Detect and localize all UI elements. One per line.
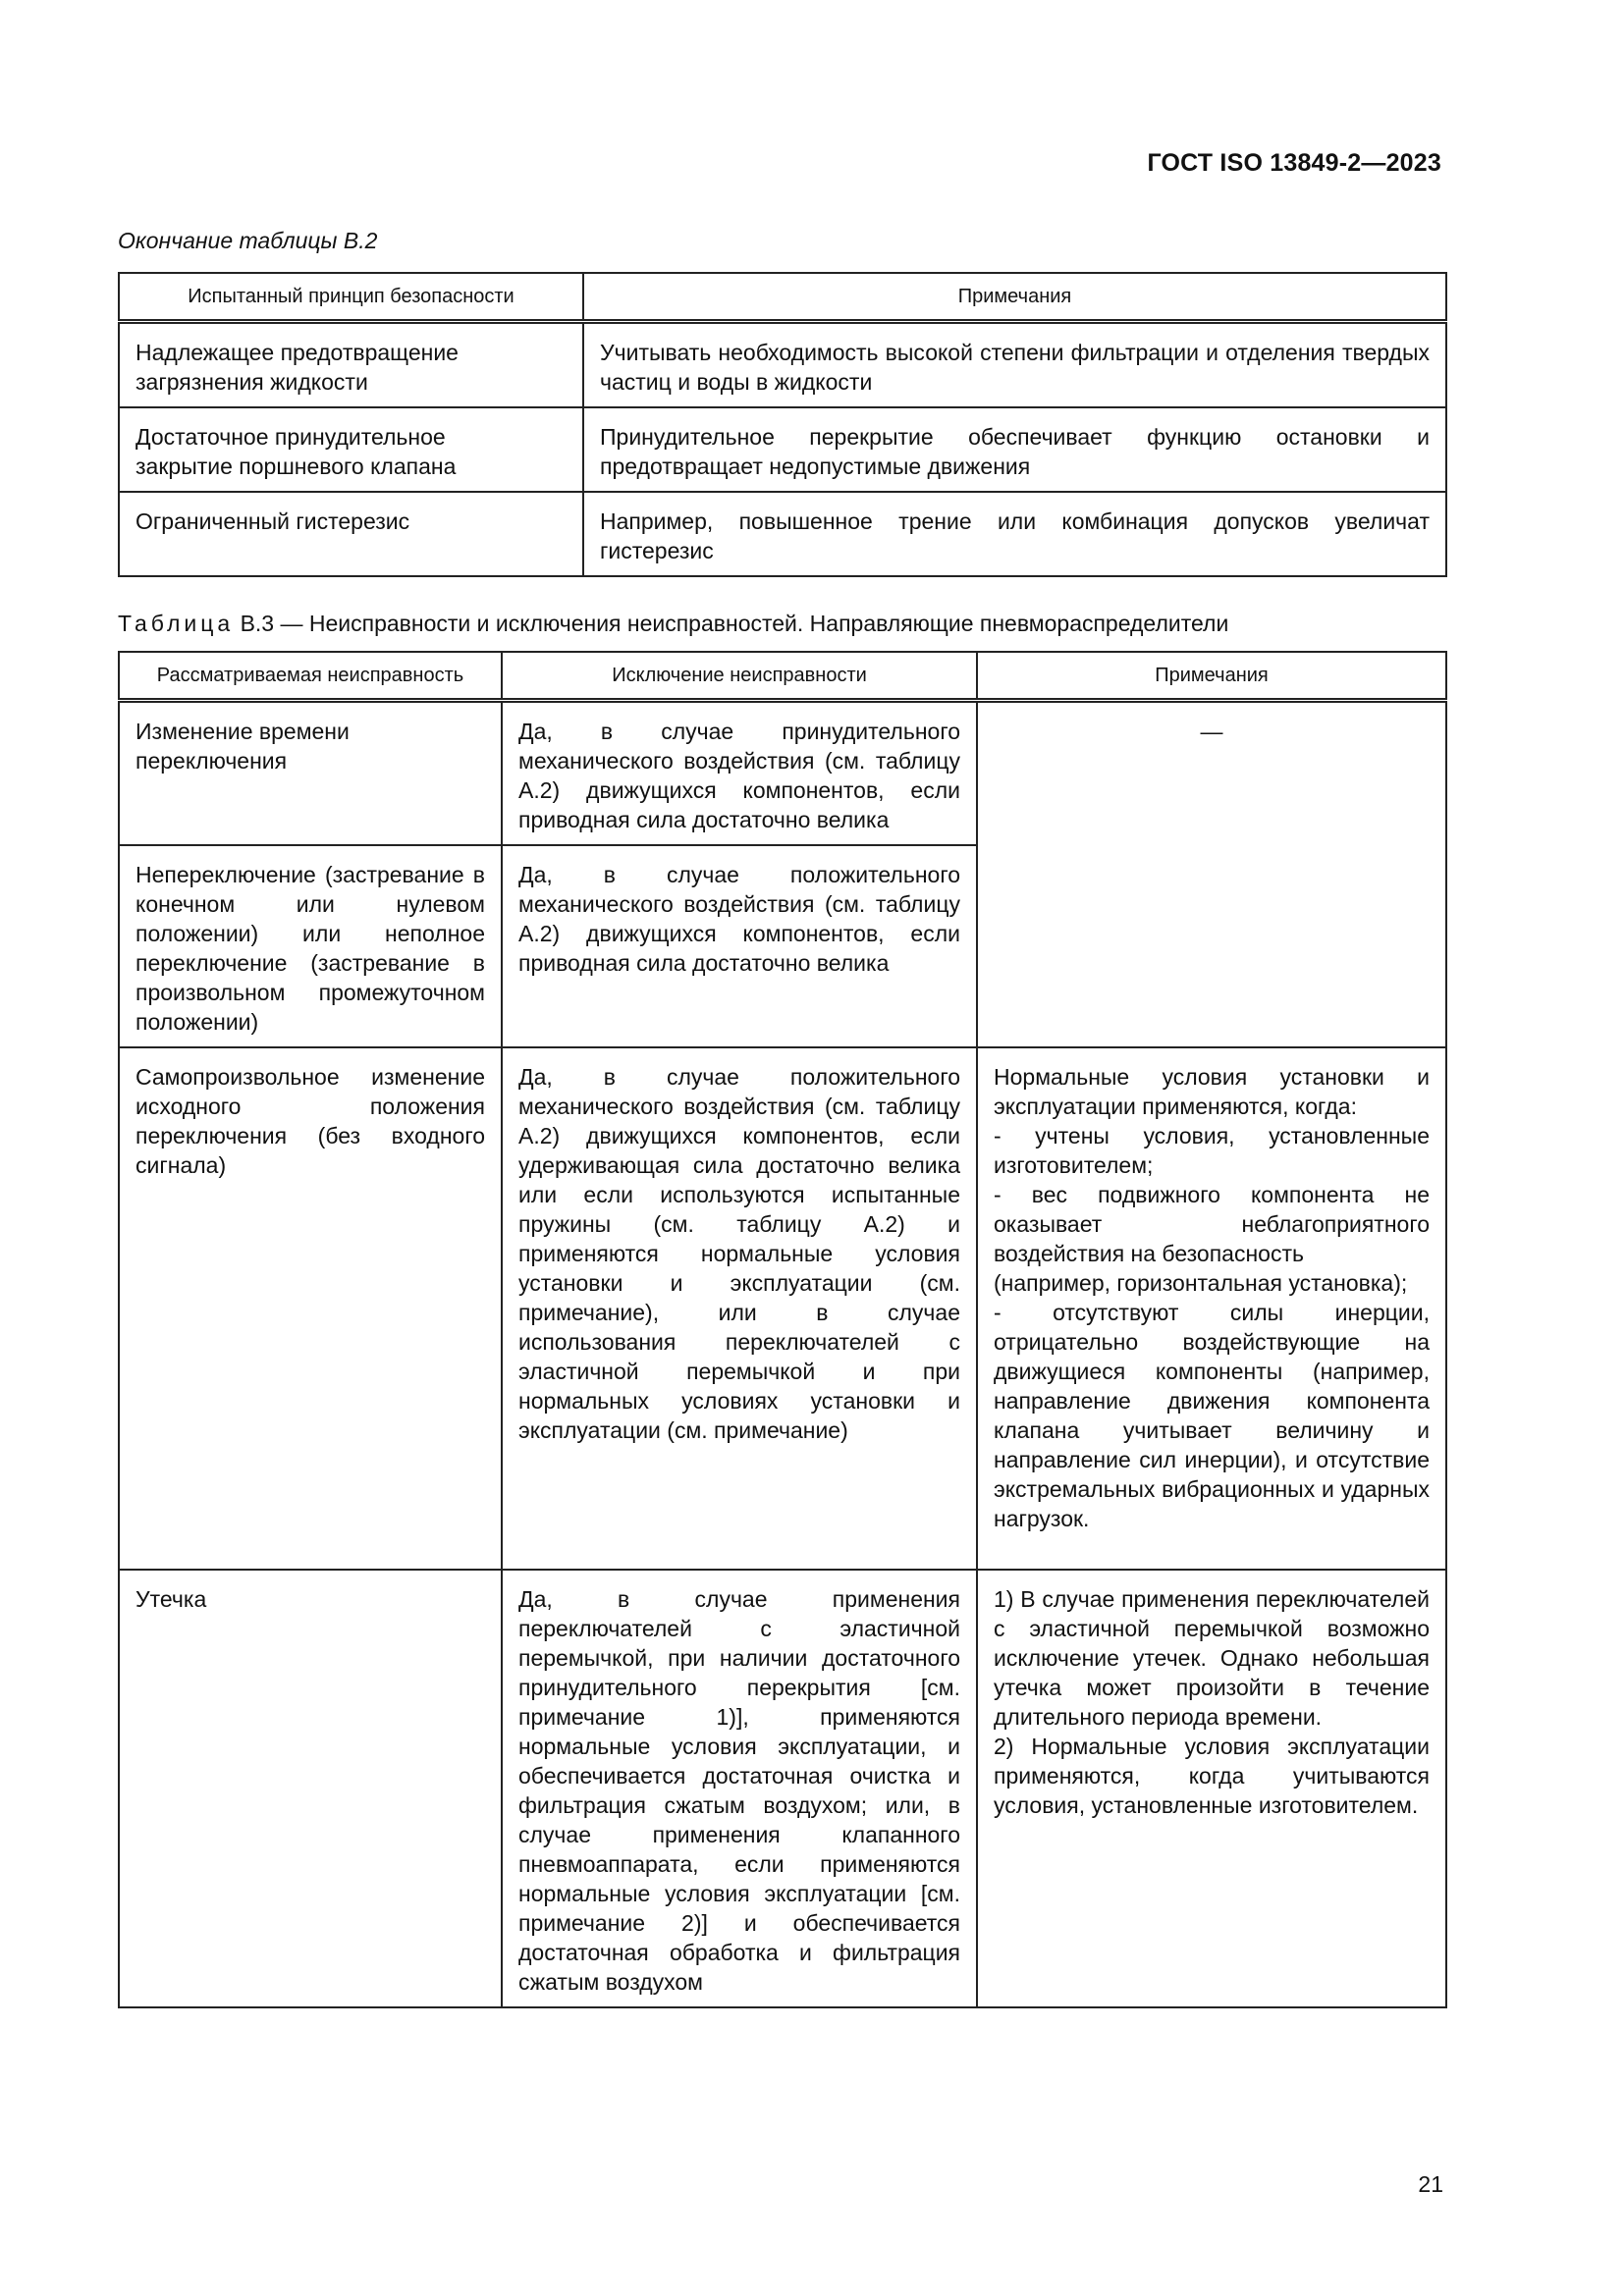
table-b3-caption [118, 611, 1228, 637]
column-header: Испытанный принцип безопасности [119, 273, 583, 322]
table-header-row [119, 273, 1446, 322]
table-row [119, 322, 1446, 408]
table-row [119, 1047, 1446, 1570]
document-code: ГОСТ ISO 13849-2—2023 [1147, 149, 1441, 177]
note-cell: Например, повышенное трение или комбинация допусков увеличат гистерезис [583, 492, 1446, 576]
table-b2-caption: Окончание таблицы В.2 [118, 228, 378, 253]
column-header: Примечания [977, 652, 1446, 701]
note-cell: 1) В случае применения переключателей с эластичной перемычкой возможно исключение утечек. Однако небольшая утечка может произойти в течение длительного периода времени. 2) Нормальные условия эксплуатации применяются, когда учитываются условия, установленные изготовителем. [977, 1570, 1446, 2007]
fault-cell: Непереключение (застревание в конечном или нулевом положении) или неполное переключение (застревание в произвольном промежуточном положении) [119, 845, 502, 1047]
table-row [119, 407, 1446, 492]
table-b3 [118, 651, 1447, 2008]
page-number: 21 [1418, 2171, 1443, 2197]
principle-cell: Достаточное принудительное закрытие поршневого клапана [119, 407, 583, 492]
note-cell: — [977, 701, 1446, 1048]
note-cell: Принудительное перекрытие обеспечивает функцию остановки и предотвращает недопустимые движения [583, 407, 1446, 492]
note-cell: Нормальные условия установки и эксплуатации применяются, когда: - учтены условия, установленные изготовителем; - вес подвижного компонента не оказывает неблагоприятного воздействия на безопасность (например, горизонтальная установка); - отсутствуют силы инерции, отрицательно воздействующие на движущиеся компоненты (например, направление движения компонента клапана учитывает величину и направление сил инерции), и отсутствие экстремальных вибрационных и ударных нагрузок. [977, 1047, 1446, 1570]
principle-cell: Ограниченный гистерезис [119, 492, 583, 576]
fault-cell: Самопроизвольное изменение исходного положения переключения (без входного сигнала) [119, 1047, 502, 1570]
table-header-row [119, 652, 1446, 701]
table-label: Таблица [118, 611, 235, 636]
table-row [119, 492, 1446, 576]
table-b2 [118, 272, 1447, 577]
table-row [119, 701, 1446, 846]
column-header: Примечания [583, 273, 1446, 322]
exclusion-cell: Да, в случае принудительного механического воздействия (см. таблицу А.2) движущихся компонентов, если приводная сила достаточно велика [502, 701, 977, 846]
column-header: Исключение неисправности [502, 652, 977, 701]
principle-cell: Надлежащее предотвращение загрязнения жидкости [119, 322, 583, 408]
fault-cell: Утечка [119, 1570, 502, 2007]
exclusion-cell: Да, в случае положительного механического воздействия (см. таблицу А.2) движущихся компонентов, если удерживающая сила достаточно велика или если используются испытанные пружины (см. таблицу А.2) и применяются нормальные условия установки и эксплуатации (см. примечание), или в случае использования переключателей с эластичной перемычкой и при нормальных условиях установки и эксплуатации (см. примечание) [502, 1047, 977, 1570]
exclusion-cell: Да, в случае применения переключателей с эластичной перемычкой, при наличии достаточного принудительного перекрытия [см. примечание 1)], применяются нормальные условия эксплуатации, и обеспечивается достаточная очистка и фильтрация сжатым воздухом; или, в случае применения клапанного пневмоаппарата, если применяются нормальные условия эксплуатации [см. примечание 2)] и обеспечивается достаточная обработка и фильтрация сжатым воздухом [502, 1570, 977, 2007]
column-header: Рассматриваемая неисправность [119, 652, 502, 701]
note-cell: Учитывать необходимость высокой степени фильтрации и отделения твердых частиц и воды в жидкости [583, 322, 1446, 408]
exclusion-cell: Да, в случае положительного механического воздействия (см. таблицу А.2) движущихся компонентов, если приводная сила достаточно велика [502, 845, 977, 1047]
table-title: В.3 — Неисправности и исключения неисправностей. Направляющие пневмораспределители [240, 611, 1229, 636]
fault-cell: Изменение времени переключения [119, 701, 502, 846]
table-row [119, 1570, 1446, 2007]
